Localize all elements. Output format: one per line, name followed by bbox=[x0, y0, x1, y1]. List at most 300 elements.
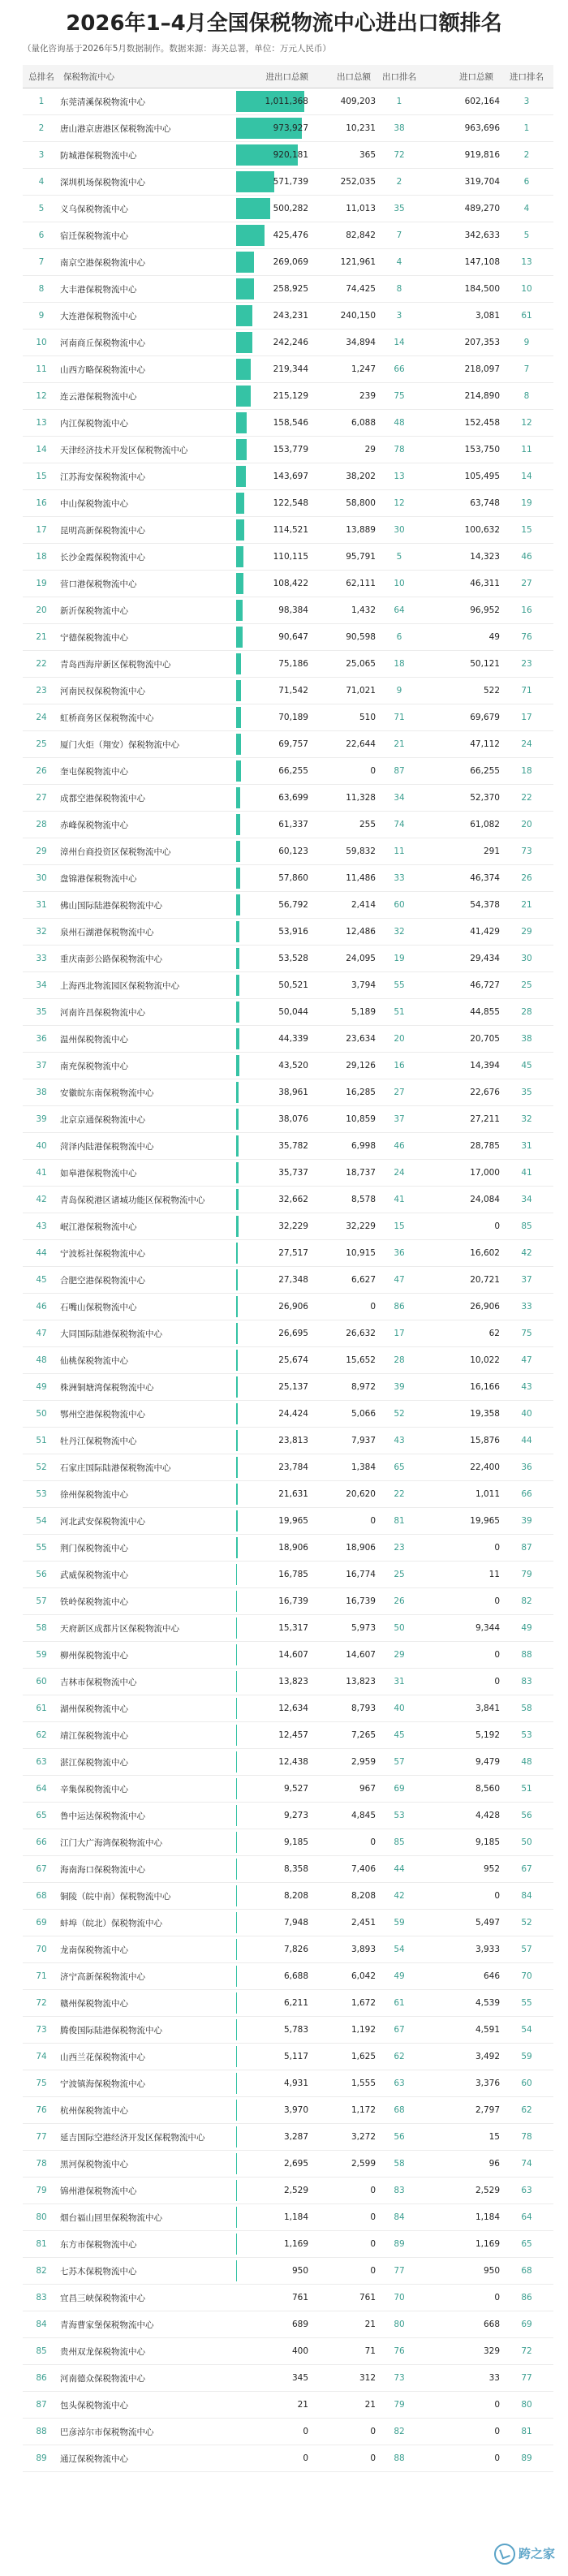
total-cell bbox=[235, 651, 313, 678]
export-cell: 34,894 bbox=[313, 330, 376, 356]
import-cell: 952 bbox=[423, 1856, 500, 1883]
import-cell: 33 bbox=[423, 2365, 500, 2392]
table-row bbox=[23, 1749, 553, 1776]
export-cell: 10,915 bbox=[313, 1240, 376, 1267]
total-value: 25,674 bbox=[278, 1355, 308, 1365]
total-value: 6,688 bbox=[283, 1971, 308, 1981]
rank-cell: 64 bbox=[23, 1776, 60, 1803]
export-cell: 71 bbox=[313, 2338, 376, 2365]
rank-cell: 20 bbox=[23, 597, 60, 624]
total-cell bbox=[235, 1454, 313, 1481]
total-value: 6,211 bbox=[283, 1998, 308, 2008]
total-cell bbox=[235, 196, 313, 222]
export-cell: 6,042 bbox=[313, 1963, 376, 1990]
total-value: 43,520 bbox=[278, 1061, 308, 1070]
table-row bbox=[23, 2392, 553, 2419]
export-cell: 11,013 bbox=[313, 196, 376, 222]
import-rank-cell: 45 bbox=[500, 1053, 553, 1079]
import-cell: 3,081 bbox=[423, 303, 500, 330]
export-rank-cell: 6 bbox=[376, 624, 423, 651]
total-value: 19,965 bbox=[278, 1516, 308, 1526]
import-rank-cell: 36 bbox=[500, 1454, 553, 1481]
export-rank-cell: 67 bbox=[376, 2017, 423, 2044]
import-cell: 0 bbox=[423, 1883, 500, 1910]
total-value: 56,792 bbox=[278, 900, 308, 910]
total-bar bbox=[236, 1457, 238, 1478]
export-rank-cell: 34 bbox=[376, 785, 423, 812]
import-rank-cell: 40 bbox=[500, 1401, 553, 1428]
name-cell: 包头保税物流中心 bbox=[60, 2392, 235, 2419]
export-rank-cell: 51 bbox=[376, 999, 423, 1026]
rank-cell: 11 bbox=[23, 356, 60, 383]
table-row bbox=[23, 1615, 553, 1642]
total-cell bbox=[235, 169, 313, 196]
total-value: 5,783 bbox=[283, 2025, 308, 2035]
total-cell bbox=[235, 999, 313, 1026]
export-rank-cell: 81 bbox=[376, 1508, 423, 1535]
total-value: 16,785 bbox=[278, 1570, 308, 1579]
total-cell bbox=[235, 785, 313, 812]
rank-cell: 21 bbox=[23, 624, 60, 651]
export-rank-cell: 13 bbox=[376, 463, 423, 490]
total-bar bbox=[236, 412, 247, 433]
name-cell: 杭州保税物流中心 bbox=[60, 2097, 235, 2124]
rank-cell: 28 bbox=[23, 812, 60, 838]
total-cell bbox=[235, 1428, 313, 1454]
total-value: 69,757 bbox=[278, 739, 308, 749]
total-cell bbox=[235, 356, 313, 383]
table-row bbox=[23, 330, 553, 356]
total-value: 23,784 bbox=[278, 1462, 308, 1472]
total-value: 35,782 bbox=[278, 1141, 308, 1151]
export-cell: 38,202 bbox=[313, 463, 376, 490]
total-cell bbox=[235, 919, 313, 946]
table-row bbox=[23, 919, 553, 946]
total-bar bbox=[236, 1403, 238, 1424]
export-rank-cell: 15 bbox=[376, 1213, 423, 1240]
name-cell: 贵州双龙保税物流中心 bbox=[60, 2338, 235, 2365]
rank-cell: 35 bbox=[23, 999, 60, 1026]
name-cell: 山西方略保税物流中心 bbox=[60, 356, 235, 383]
total-cell bbox=[235, 2124, 313, 2151]
name-cell: 东莞清溪保税物流中心 bbox=[60, 88, 235, 115]
import-cell: 19,965 bbox=[423, 1508, 500, 1535]
total-value: 3,970 bbox=[283, 2105, 308, 2115]
total-bar bbox=[236, 1778, 237, 1799]
import-cell: 22,400 bbox=[423, 1454, 500, 1481]
total-cell bbox=[235, 1160, 313, 1187]
table-row bbox=[23, 303, 553, 330]
import-cell: 105,495 bbox=[423, 463, 500, 490]
total-cell bbox=[235, 2070, 313, 2097]
total-cell bbox=[235, 731, 313, 758]
table-row bbox=[23, 597, 553, 624]
rank-cell: 1 bbox=[23, 88, 60, 115]
name-cell: 锦州港保税物流中心 bbox=[60, 2178, 235, 2204]
total-bar bbox=[236, 1885, 237, 1906]
table-row bbox=[23, 2419, 553, 2445]
import-rank-cell: 23 bbox=[500, 651, 553, 678]
import-cell: 2,529 bbox=[423, 2178, 500, 2204]
export-cell: 6,627 bbox=[313, 1267, 376, 1294]
import-rank-cell: 55 bbox=[500, 1990, 553, 2017]
name-cell: 江苏海安保税物流中心 bbox=[60, 463, 235, 490]
import-rank-cell: 59 bbox=[500, 2044, 553, 2070]
import-cell: 184,500 bbox=[423, 276, 500, 303]
export-rank-cell: 41 bbox=[376, 1187, 423, 1213]
name-cell: 中山保税物流中心 bbox=[60, 490, 235, 517]
export-rank-cell: 73 bbox=[376, 2365, 423, 2392]
import-rank-cell: 6 bbox=[500, 169, 553, 196]
name-cell: 河南许昌保税物流中心 bbox=[60, 999, 235, 1026]
total-value: 44,339 bbox=[278, 1034, 308, 1044]
logo-icon bbox=[494, 2544, 515, 2565]
export-cell: 6,998 bbox=[313, 1133, 376, 1160]
total-value: 500,282 bbox=[273, 204, 308, 213]
total-value: 0 bbox=[303, 2453, 308, 2463]
export-cell: 8,208 bbox=[313, 1883, 376, 1910]
total-bar bbox=[236, 252, 254, 273]
table-row bbox=[23, 1374, 553, 1401]
total-bar bbox=[236, 1966, 237, 1987]
export-rank-cell: 79 bbox=[376, 2392, 423, 2419]
export-rank-cell: 61 bbox=[376, 1990, 423, 2017]
total-bar bbox=[236, 1323, 238, 1344]
export-rank-cell: 86 bbox=[376, 1294, 423, 1320]
total-value: 108,422 bbox=[273, 579, 308, 588]
export-rank-cell: 52 bbox=[376, 1401, 423, 1428]
rank-cell: 12 bbox=[23, 383, 60, 410]
import-rank-cell: 62 bbox=[500, 2097, 553, 2124]
export-cell: 23,634 bbox=[313, 1026, 376, 1053]
name-cell: 腾俊国际陆港保税物流中心 bbox=[60, 2017, 235, 2044]
table-row bbox=[23, 1079, 553, 1106]
export-rank-cell: 42 bbox=[376, 1883, 423, 1910]
total-value: 32,662 bbox=[278, 1195, 308, 1204]
total-value: 920,181 bbox=[273, 150, 308, 160]
total-cell bbox=[235, 972, 313, 999]
header-export: 出口总额 bbox=[313, 65, 376, 88]
import-rank-cell: 89 bbox=[500, 2445, 553, 2472]
total-bar bbox=[236, 1671, 237, 1692]
total-value: 2,695 bbox=[283, 2159, 308, 2169]
rank-cell: 63 bbox=[23, 1749, 60, 1776]
total-bar bbox=[236, 198, 270, 219]
rank-cell: 79 bbox=[23, 2178, 60, 2204]
import-cell: 3,841 bbox=[423, 1695, 500, 1722]
rank-cell: 34 bbox=[23, 972, 60, 999]
export-rank-cell: 22 bbox=[376, 1481, 423, 1508]
rank-cell: 62 bbox=[23, 1722, 60, 1749]
import-rank-cell: 8 bbox=[500, 383, 553, 410]
export-cell: 4,845 bbox=[313, 1803, 376, 1829]
total-bar bbox=[236, 1564, 237, 1585]
rank-cell: 2 bbox=[23, 115, 60, 142]
rank-cell: 86 bbox=[23, 2365, 60, 2392]
table-row bbox=[23, 463, 553, 490]
total-cell bbox=[235, 142, 313, 169]
total-cell bbox=[235, 2419, 313, 2445]
import-cell: 3,492 bbox=[423, 2044, 500, 2070]
total-bar bbox=[236, 734, 241, 755]
rank-cell: 16 bbox=[23, 490, 60, 517]
import-cell: 20,705 bbox=[423, 1026, 500, 1053]
import-cell: 63,748 bbox=[423, 490, 500, 517]
table-row bbox=[23, 2124, 553, 2151]
name-cell: 湛江保税物流中心 bbox=[60, 1749, 235, 1776]
export-rank-cell: 82 bbox=[376, 2419, 423, 2445]
export-rank-cell: 47 bbox=[376, 1267, 423, 1294]
rank-cell: 60 bbox=[23, 1669, 60, 1695]
total-cell bbox=[235, 597, 313, 624]
total-cell bbox=[235, 1508, 313, 1535]
table-row bbox=[23, 1776, 553, 1803]
name-cell: 河南商丘保税物流中心 bbox=[60, 330, 235, 356]
total-value: 761 bbox=[291, 2293, 308, 2302]
export-rank-cell: 37 bbox=[376, 1106, 423, 1133]
total-bar bbox=[236, 1109, 239, 1130]
rank-cell: 58 bbox=[23, 1615, 60, 1642]
total-cell bbox=[235, 1079, 313, 1106]
import-rank-cell: 24 bbox=[500, 731, 553, 758]
total-cell bbox=[235, 2044, 313, 2070]
table-row bbox=[23, 1133, 553, 1160]
total-bar bbox=[236, 1859, 237, 1880]
name-cell: 徐州保税物流中心 bbox=[60, 1481, 235, 1508]
rank-cell: 8 bbox=[23, 276, 60, 303]
export-cell: 0 bbox=[313, 2258, 376, 2285]
ranking-table bbox=[23, 65, 553, 2472]
total-value: 25,137 bbox=[278, 1382, 308, 1392]
total-cell bbox=[235, 276, 313, 303]
total-value: 12,457 bbox=[278, 1730, 308, 1740]
import-rank-cell: 87 bbox=[500, 1535, 553, 1562]
total-bar bbox=[236, 546, 243, 567]
total-bar bbox=[236, 1725, 237, 1746]
total-cell bbox=[235, 1320, 313, 1347]
table-row bbox=[23, 624, 553, 651]
rank-cell: 84 bbox=[23, 2311, 60, 2338]
table-row bbox=[23, 1588, 553, 1615]
total-value: 32,229 bbox=[278, 1221, 308, 1231]
total-cell bbox=[235, 2151, 313, 2178]
export-rank-cell: 32 bbox=[376, 919, 423, 946]
name-cell: 虹桥商务区保税物流中心 bbox=[60, 704, 235, 731]
total-value: 53,916 bbox=[278, 927, 308, 937]
table-row bbox=[23, 249, 553, 276]
rank-cell: 18 bbox=[23, 544, 60, 571]
export-cell: 18,737 bbox=[313, 1160, 376, 1187]
import-cell: 46,374 bbox=[423, 865, 500, 892]
name-cell: 石家庄国际陆港保税物流中心 bbox=[60, 1454, 235, 1481]
export-cell: 90,598 bbox=[313, 624, 376, 651]
total-value: 153,779 bbox=[273, 445, 308, 454]
total-bar bbox=[236, 1002, 239, 1023]
export-rank-cell: 3 bbox=[376, 303, 423, 330]
import-rank-cell: 41 bbox=[500, 1160, 553, 1187]
export-cell: 6,088 bbox=[313, 410, 376, 437]
export-cell: 13,889 bbox=[313, 517, 376, 544]
total-value: 21,631 bbox=[278, 1489, 308, 1499]
total-value: 57,860 bbox=[278, 873, 308, 883]
total-bar bbox=[236, 1992, 237, 2014]
total-cell bbox=[235, 1990, 313, 2017]
import-cell: 29,434 bbox=[423, 946, 500, 972]
export-cell: 62,111 bbox=[313, 571, 376, 597]
rank-cell: 10 bbox=[23, 330, 60, 356]
export-cell: 3,272 bbox=[313, 2124, 376, 2151]
rank-cell: 17 bbox=[23, 517, 60, 544]
rank-cell: 74 bbox=[23, 2044, 60, 2070]
table-row bbox=[23, 1883, 553, 1910]
import-cell: 668 bbox=[423, 2311, 500, 2338]
export-cell: 10,859 bbox=[313, 1106, 376, 1133]
table-row bbox=[23, 2097, 553, 2124]
total-value: 60,123 bbox=[278, 846, 308, 856]
rank-cell: 42 bbox=[23, 1187, 60, 1213]
total-cell bbox=[235, 1615, 313, 1642]
total-cell bbox=[235, 1936, 313, 1963]
import-rank-cell: 82 bbox=[500, 1588, 553, 1615]
name-cell: 东方市保税物流中心 bbox=[60, 2231, 235, 2258]
rank-cell: 72 bbox=[23, 1990, 60, 2017]
import-rank-cell: 71 bbox=[500, 678, 553, 704]
name-cell: 大同国际陆港保税物流中心 bbox=[60, 1320, 235, 1347]
total-value: 23,813 bbox=[278, 1436, 308, 1445]
export-cell: 2,599 bbox=[313, 2151, 376, 2178]
table-row bbox=[23, 1562, 553, 1588]
total-value: 258,925 bbox=[273, 284, 308, 294]
rank-cell: 45 bbox=[23, 1267, 60, 1294]
table-row bbox=[23, 1213, 553, 1240]
import-cell: 96,952 bbox=[423, 597, 500, 624]
export-rank-cell: 70 bbox=[376, 2285, 423, 2311]
total-cell bbox=[235, 2392, 313, 2419]
import-cell: 100,632 bbox=[423, 517, 500, 544]
export-cell: 1,672 bbox=[313, 1990, 376, 2017]
rank-cell: 44 bbox=[23, 1240, 60, 1267]
export-cell: 16,285 bbox=[313, 1079, 376, 1106]
table-row bbox=[23, 678, 553, 704]
total-bar bbox=[236, 653, 241, 674]
total-value: 8,208 bbox=[283, 1891, 308, 1901]
export-cell: 18,906 bbox=[313, 1535, 376, 1562]
name-cell: 如皋港保税物流中心 bbox=[60, 1160, 235, 1187]
name-cell: 武威保税物流中心 bbox=[60, 1562, 235, 1588]
total-bar bbox=[236, 386, 251, 407]
import-cell: 218,097 bbox=[423, 356, 500, 383]
import-cell: 10,022 bbox=[423, 1347, 500, 1374]
import-rank-cell: 53 bbox=[500, 1722, 553, 1749]
total-bar bbox=[236, 1376, 238, 1398]
table-row bbox=[23, 1910, 553, 1936]
table-row bbox=[23, 115, 553, 142]
name-cell: 蚌埠（皖北）保税物流中心 bbox=[60, 1910, 235, 1936]
total-bar bbox=[236, 894, 240, 915]
header-import-rank: 进口排名 bbox=[500, 65, 553, 88]
import-rank-cell: 75 bbox=[500, 1320, 553, 1347]
export-cell: 510 bbox=[313, 704, 376, 731]
total-cell bbox=[235, 678, 313, 704]
export-rank-cell: 88 bbox=[376, 2445, 423, 2472]
total-value: 1,169 bbox=[283, 2239, 308, 2249]
import-cell: 49 bbox=[423, 624, 500, 651]
import-rank-cell: 33 bbox=[500, 1294, 553, 1320]
import-rank-cell: 15 bbox=[500, 517, 553, 544]
name-cell: 湖州保税物流中心 bbox=[60, 1695, 235, 1722]
total-value: 143,697 bbox=[273, 472, 308, 481]
name-cell: 江门大广海湾保税物流中心 bbox=[60, 1829, 235, 1856]
total-bar bbox=[236, 841, 240, 862]
import-rank-cell: 2 bbox=[500, 142, 553, 169]
table-row bbox=[23, 2151, 553, 2178]
table-row bbox=[23, 2365, 553, 2392]
name-cell: 靖江保税物流中心 bbox=[60, 1722, 235, 1749]
export-cell: 312 bbox=[313, 2365, 376, 2392]
table-row bbox=[23, 1106, 553, 1133]
header-rank: 总排名 bbox=[23, 65, 60, 88]
table-row bbox=[23, 169, 553, 196]
export-rank-cell: 50 bbox=[376, 1615, 423, 1642]
table-row bbox=[23, 1454, 553, 1481]
import-cell: 15,876 bbox=[423, 1428, 500, 1454]
import-rank-cell: 67 bbox=[500, 1856, 553, 1883]
import-cell: 646 bbox=[423, 1963, 500, 1990]
export-cell: 761 bbox=[313, 2285, 376, 2311]
import-cell: 291 bbox=[423, 838, 500, 865]
import-cell: 22,676 bbox=[423, 1079, 500, 1106]
import-rank-cell: 30 bbox=[500, 946, 553, 972]
import-cell: 17,000 bbox=[423, 1160, 500, 1187]
table-row bbox=[23, 1695, 553, 1722]
page-title: 2026年1–4月全国保税物流中心进出口额排名 bbox=[66, 11, 502, 36]
total-value: 689 bbox=[291, 2320, 308, 2329]
total-cell bbox=[235, 812, 313, 838]
export-rank-cell: 63 bbox=[376, 2070, 423, 2097]
total-bar bbox=[236, 1269, 238, 1290]
total-value: 158,546 bbox=[273, 418, 308, 428]
total-cell bbox=[235, 2178, 313, 2204]
rank-cell: 5 bbox=[23, 196, 60, 222]
name-cell: 宜昌三峡保税物流中心 bbox=[60, 2285, 235, 2311]
table-row bbox=[23, 410, 553, 437]
total-bar bbox=[236, 439, 247, 460]
import-rank-cell: 76 bbox=[500, 624, 553, 651]
export-rank-cell: 75 bbox=[376, 383, 423, 410]
rank-cell: 22 bbox=[23, 651, 60, 678]
import-rank-cell: 51 bbox=[500, 1776, 553, 1803]
export-cell: 365 bbox=[313, 142, 376, 169]
export-rank-cell: 60 bbox=[376, 892, 423, 919]
import-rank-cell: 60 bbox=[500, 2070, 553, 2097]
table-row bbox=[23, 972, 553, 999]
export-rank-cell: 69 bbox=[376, 1776, 423, 1803]
total-value: 973,927 bbox=[273, 123, 308, 133]
import-rank-cell: 70 bbox=[500, 1963, 553, 1990]
export-rank-cell: 10 bbox=[376, 571, 423, 597]
total-value: 35,737 bbox=[278, 1168, 308, 1178]
export-cell: 3,893 bbox=[313, 1936, 376, 1963]
export-rank-cell: 16 bbox=[376, 1053, 423, 1079]
name-cell: 山西兰花保税物流中心 bbox=[60, 2044, 235, 2070]
total-bar bbox=[236, 707, 241, 728]
export-cell: 967 bbox=[313, 1776, 376, 1803]
export-cell: 14,607 bbox=[313, 1642, 376, 1669]
import-cell: 14,394 bbox=[423, 1053, 500, 1079]
total-bar bbox=[236, 573, 243, 594]
export-cell: 5,066 bbox=[313, 1401, 376, 1428]
export-cell: 29,126 bbox=[313, 1053, 376, 1079]
